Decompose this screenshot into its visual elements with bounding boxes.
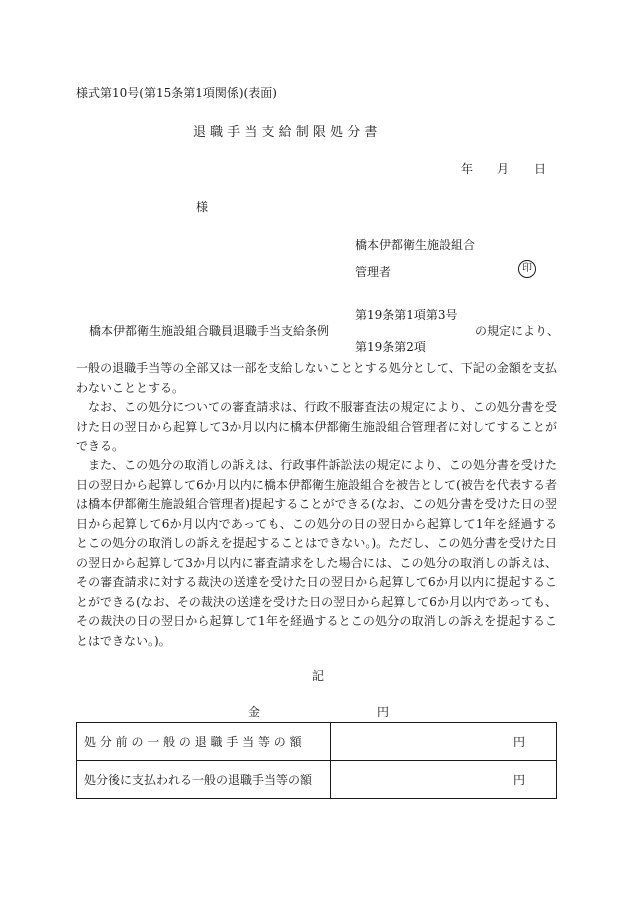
date-day-label: 日 — [534, 162, 547, 176]
form-number-label: 様式第10号(第15条第1項関係)(表面) — [76, 86, 277, 100]
lawsuit-paragraph: また、この処分の取消しの訴えは、行政事件訴訟法の規定により、この処分書を受けた日の翌日から起算して6か月以内に橋本伊都衛生施設組合を被告として(被告を代表する者は橋本伊都衛生施設組合管理者)提起することができる(なお、この処分書を受けた日の翌日から起算して6か月以内であっても、この処分の日の翌日から起算して1年を経過するとこの処分の取消しの訴えを提起することはできない。)。ただし、この処分書を受けた日の翌日から起算して3か月以内に審査請求をした場合には、この処分の取消しの訴えは、その審査請求に対する裁決の送達を受けた日の翌日から起算して6か月以内に提起することができる(なお、その裁決の送達を受けた日の翌日から起算して6か月以内であっても、その裁決の日の翌日から起算して1年を経過するとこの処分の取消しの訴えを提起することはできない。)。 — [76, 458, 557, 648]
date-month-label: 月 — [497, 162, 510, 176]
document-title: 退 職 手 当 支 給 制 限 処 分 書 — [193, 125, 378, 140]
date-year-label: 年 — [461, 162, 474, 176]
addressee-honorific: 様 — [196, 200, 209, 214]
ki-heading: 記 — [312, 669, 325, 683]
appeal-paragraph: なお、この処分についての審査請求は、行政不服審査法の規定により、この処分書を受けた日の翌日から起算して3か月以内に橋本伊都衛生施設組合管理者に対してすることができる。 — [76, 400, 557, 453]
article-reference-b: 第19条第2項 — [355, 340, 426, 354]
amount-table — [76, 722, 557, 799]
issuer-organization: 橋本伊都衛生施設組合 — [355, 238, 476, 252]
table-row — [77, 723, 557, 761]
article-reference-a: 第19条第1項第3号 — [355, 308, 458, 322]
issuer-title: 管理者 — [355, 265, 392, 279]
disposition-paragraph: 一般の退職手当等の全部又は一部を支給しないこととする処分として、下記の金額を支払わないこととする。 — [76, 361, 557, 395]
table-row — [77, 761, 557, 799]
ordinance-name: 橋本伊都衛生施設組合職員退職手当支給条例 — [89, 324, 330, 338]
table-row-label: 処分後に支払われる一般の退職手当等の額 — [77, 761, 331, 799]
table-row-unit: 円 — [331, 723, 557, 761]
amount-label: 金 — [248, 705, 261, 719]
amount-unit: 円 — [377, 705, 390, 719]
table-row-label: 処 分 前 の 一 般 の 退 職 手 当 等 の 額 — [77, 723, 331, 761]
provision-suffix: の規定により、 — [475, 324, 560, 338]
seal-stamp: 印 — [518, 260, 536, 278]
table-row-unit: 円 — [331, 761, 557, 799]
